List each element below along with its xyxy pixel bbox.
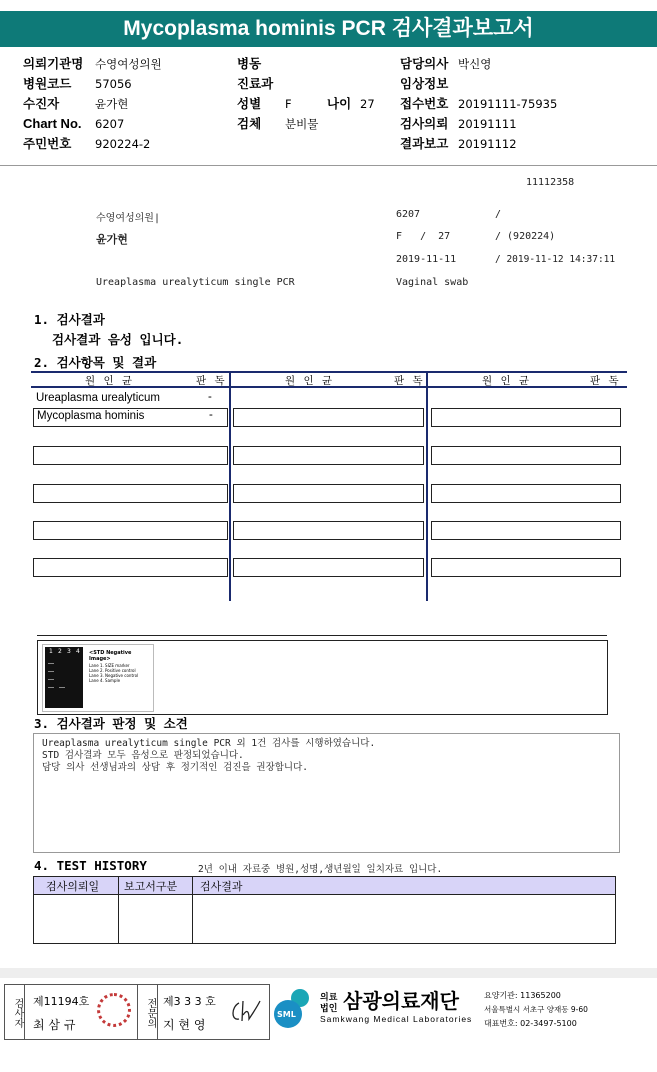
foundation-name: 삼광의료재단 <box>343 989 459 1013</box>
gel-legend-1: Lane 1. SIZE marker <box>89 663 130 668</box>
history-col-result: 검사결과 <box>200 880 243 893</box>
report-code: 11112358 <box>526 177 575 188</box>
sex-value: F <box>285 97 292 111</box>
info-institution: 수영여성의원| <box>96 213 160 224</box>
gel-legend-4: Lane 4. Sample <box>89 678 121 683</box>
lane-1: 1 <box>49 648 53 655</box>
report-date-label: 결과보고 <box>400 136 449 151</box>
history-col-request-date: 검사의뢰일 <box>46 880 100 893</box>
department-label: 진료과 <box>237 76 274 91</box>
info-specimen: Vaginal swab <box>396 277 469 288</box>
pathogen-name: Ureaplasma urealyticum <box>36 392 160 404</box>
info-patient: 윤가현 <box>96 233 128 246</box>
specimen-value: 분비물 <box>285 117 319 131</box>
history-note: 2년 이내 자료중 병원,성명,생년월일 일치자료 입니다. <box>198 864 443 875</box>
findings-text <box>42 738 375 774</box>
section2-heading: 2. 검사항목 및 결과 <box>34 355 157 370</box>
gel-image <box>45 647 83 708</box>
empty-cell <box>33 521 228 540</box>
empty-cell <box>33 558 228 577</box>
history-table <box>33 876 616 944</box>
empty-cell <box>233 558 424 577</box>
pathogen-result: - <box>208 391 212 403</box>
receipt-label: 접수번호 <box>400 96 449 111</box>
col-judgment-1: 판 독 <box>196 375 226 387</box>
gel-thumbnail <box>42 644 154 712</box>
institution-label: 의뢰기관명 <box>23 56 84 71</box>
col-judgment-2: 판 독 <box>394 375 424 387</box>
info-chart: 6207 <box>396 209 421 220</box>
empty-cell <box>233 408 424 427</box>
table-col-divider-2 <box>426 371 428 601</box>
col-pathogen-2: 원 인 균 <box>285 375 334 387</box>
specialist-name: 지 현 영 <box>163 1018 206 1032</box>
empty-cell <box>33 446 228 465</box>
hospital-code-value: 57056 <box>95 77 132 91</box>
specimen-label: 검체 <box>237 116 262 131</box>
footer-band <box>0 968 657 978</box>
gel-title: <STD Negative Image> <box>89 650 132 662</box>
col-judgment-3: 판 독 <box>590 375 620 387</box>
report-date-value: 20191112 <box>458 137 517 151</box>
findings-box <box>33 733 620 853</box>
logo-sub-1: 의료 <box>320 993 338 1003</box>
gel-top-rule <box>37 635 607 636</box>
inspector-label-box <box>5 985 25 1039</box>
header-divider <box>0 165 657 166</box>
section4-heading: 4. TEST HISTORY <box>34 858 147 873</box>
gel-band <box>59 687 65 688</box>
history-header <box>34 876 615 895</box>
table-col-divider-1 <box>229 371 231 601</box>
phone: 대표번호: 02-3497-5100 <box>484 1019 577 1028</box>
empty-cell <box>431 484 621 503</box>
lane-3: 3 <box>67 648 71 655</box>
seal-icon <box>97 993 131 1027</box>
findings-line: 담당 의사 선생님과의 상담 후 정기적인 검진을 권장합니다. <box>42 762 309 773</box>
specialist-license: 제3 3 3 호 <box>163 995 216 1008</box>
empty-cell <box>233 484 424 503</box>
gel-band <box>48 679 54 680</box>
org-code: 요양기관: 11365200 <box>484 991 561 1000</box>
request-date-label: 검사의뢰 <box>400 116 449 131</box>
report-header <box>0 54 657 164</box>
logo-sub-2: 법인 <box>320 1004 338 1014</box>
inspector-license: 제11194호 <box>33 995 90 1008</box>
empty-cell <box>33 484 228 503</box>
pathogen-result: - <box>209 409 213 421</box>
patient-value: 윤가현 <box>95 97 129 111</box>
chart-label: Chart No. <box>23 116 82 131</box>
lane-2: 2 <box>58 648 62 655</box>
ward-label: 병동 <box>237 56 262 71</box>
specialist-label: 전문의 <box>145 998 156 1028</box>
gel-legend-2: Lane 2. Positive control <box>89 668 136 673</box>
id-value: 920224-2 <box>95 137 151 151</box>
table-row <box>33 391 228 408</box>
age-label: 나이 <box>327 96 352 111</box>
receipt-value: 20191111-75935 <box>458 97 558 111</box>
id-label: 주민번호 <box>23 136 72 151</box>
doctor-label: 담당의사 <box>400 56 449 71</box>
history-col-divider <box>118 876 119 943</box>
empty-cell <box>431 521 621 540</box>
info-date-collected: 2019-11-11 <box>396 254 457 265</box>
logo <box>272 986 318 1032</box>
empty-cell <box>431 558 621 577</box>
foundation-en: Samkwang Medical Laboratories <box>320 1014 473 1024</box>
patient-label: 수진자 <box>23 96 60 111</box>
institution-value: 수영여성의원 <box>95 57 162 71</box>
signature-icon <box>227 997 263 1027</box>
empty-cell <box>233 446 424 465</box>
empty-cell <box>233 521 424 540</box>
gel-band <box>48 671 54 672</box>
section3-heading: 3. 검사결과 판정 및 소견 <box>34 716 188 731</box>
report-title: Mycoplasma hominis PCR 검사결과보고서 <box>0 11 657 47</box>
pathogen-name: Mycoplasma hominis <box>37 410 145 422</box>
gel-legend-3: Lane 3. Negative control <box>89 673 139 678</box>
section1-heading: 1. 검사결과 <box>34 312 105 327</box>
request-date-value: 20191111 <box>458 117 517 131</box>
info-sex-age: F / 27 <box>396 231 451 242</box>
info-test-name: Ureaplasma urealyticum single PCR <box>96 277 295 288</box>
lane-4: 4 <box>76 648 80 655</box>
gel-band <box>48 687 54 688</box>
inspector-name: 최 삼 규 <box>33 1018 76 1032</box>
chart-value: 6207 <box>95 117 125 131</box>
info-slash: / <box>495 209 502 220</box>
doctor-value: 박신영 <box>458 57 492 71</box>
empty-cell <box>431 408 621 427</box>
empty-cell <box>431 446 621 465</box>
gel-band <box>48 663 54 664</box>
hospital-code-label: 병원코드 <box>23 76 72 91</box>
history-col-report-type: 보고서구분 <box>124 880 178 893</box>
address: 서울특별시 서초구 양재동 9-60 <box>484 1005 588 1014</box>
col-pathogen-3: 원 인 균 <box>482 375 531 387</box>
signature-box <box>4 984 270 1040</box>
inspector-label: 검사자 <box>12 998 23 1028</box>
findings-line: STD 검사결과 모두 음성으로 판정되었습니다. <box>42 750 244 761</box>
specialist-label-box <box>137 985 158 1039</box>
info-birth: / (920224) <box>495 231 556 242</box>
history-col-divider <box>192 876 193 943</box>
section1-result: 검사결과 음성 입니다. <box>52 332 184 347</box>
age-value: 27 <box>360 97 375 111</box>
logo-text: SML <box>277 1010 296 1019</box>
sex-label: 성별 <box>237 96 262 111</box>
findings-line: Ureaplasma urealyticum single PCR 외 1건 검사를 시행하였습니다. <box>42 738 376 749</box>
table-row <box>33 408 228 427</box>
clinical-info-label: 임상정보 <box>400 76 449 91</box>
info-date-reported: / 2019-11-12 14:37:11 <box>495 254 616 265</box>
sml-logo-icon <box>272 986 318 1032</box>
col-pathogen-1: 원 인 균 <box>85 375 134 387</box>
